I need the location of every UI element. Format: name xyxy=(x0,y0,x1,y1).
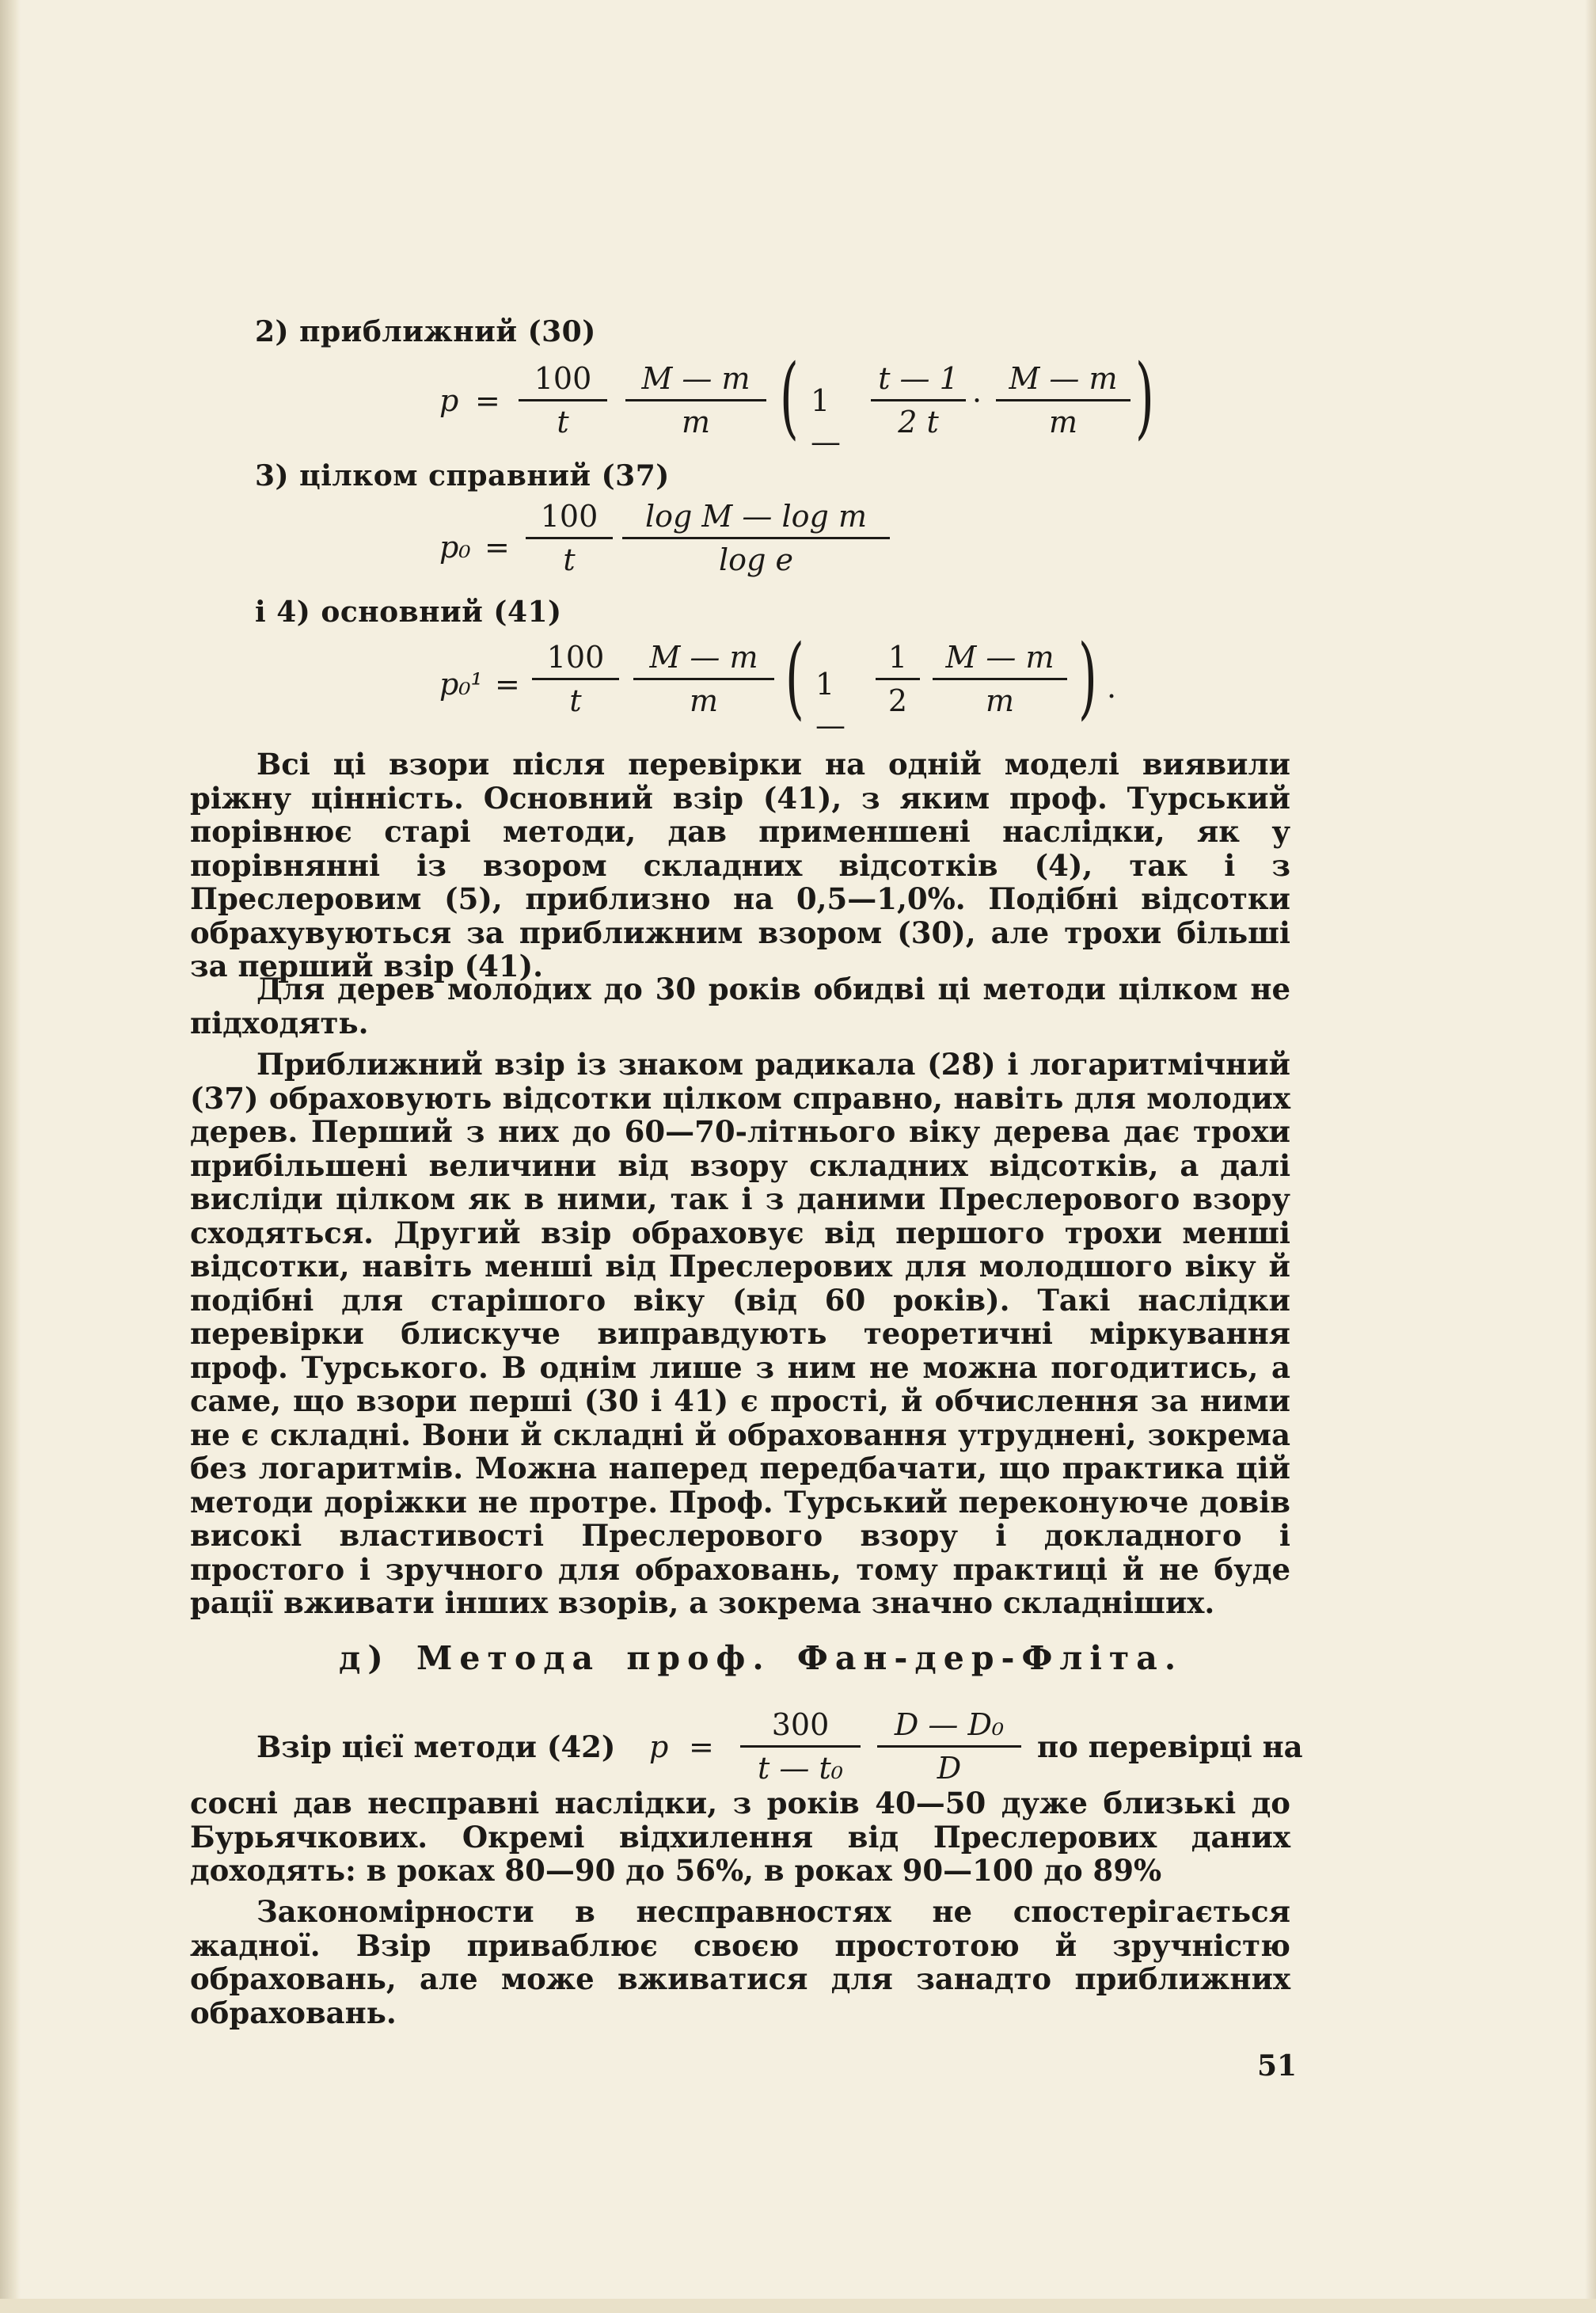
item-exact-label: 3) цілком справний (37) xyxy=(255,459,670,493)
f30-p: p xyxy=(439,383,459,418)
paragraph-4-rest: сосні дав несправні наслідки, з років 40—50 дуже близькі до Бурьячкових. Окремі відхилення від Преслерових даних доходять: в роках 80—90 до 56%, в роках 90—100 до 89% xyxy=(190,1786,1290,1888)
f30-dot: · xyxy=(972,383,982,418)
f30-frac-b: $\frac{M — m}{m}$ xyxy=(625,358,766,443)
f37-frac-b: $\frac{\text{log M — log m}}{\text{log e}}$ xyxy=(622,496,890,580)
f42-p: p xyxy=(649,1729,669,1764)
f37-frac-a: $\frac{100}{t}$ xyxy=(526,496,613,580)
f42-frac-a: $\frac{300}{\text{t — t₀}}$ xyxy=(740,1704,861,1789)
f30-rparen: ) xyxy=(1134,346,1154,449)
item-main-label: і 4) основний (41) xyxy=(255,595,562,629)
f41-rparen: ) xyxy=(1077,626,1097,729)
f41-p: p₀¹ xyxy=(439,667,483,702)
f41-frac-c: $\frac{1}{2}$ xyxy=(876,637,920,721)
paragraph-4-lead: Взір цієї методи (42) xyxy=(256,1729,616,1764)
item-approx-label: 2) приближний (30) xyxy=(255,315,596,348)
f41-frac-a: $\frac{100}{t}$ xyxy=(532,637,619,721)
f41-eq: = xyxy=(495,667,520,702)
f42-eq: = xyxy=(689,1729,714,1764)
paragraph-4-tail: по перевірці на xyxy=(1037,1729,1303,1764)
section-heading: д) Метода проф. Фан-дер-Фліта. xyxy=(339,1639,1184,1677)
f37-p0: p₀ xyxy=(439,530,471,565)
f30-frac-a: $\frac{100}{t}$ xyxy=(519,358,607,443)
f30-lparen: ( xyxy=(779,346,799,449)
f30-one-minus: 1 — xyxy=(811,383,841,459)
book-spine-shadow xyxy=(0,0,21,2313)
paragraph-2: Для дерев молодих до 30 років обидві ці методи цілком не підходять. xyxy=(190,972,1290,1040)
page-edge xyxy=(1585,0,1596,2313)
paragraph-3: Приближний взір із знаком радикала (28) і логаритмічний (37) обраховують відсотки цілком справно, навіть для молодих дерев. Перший з них до 60—70-літнього віку дерева дає трохи прибільшені величини від взору складних відсотків, а далі висліди цілком як в ними, так і з даними Преслерового взору сходяться. Другий взір обраховує від першого трохи менші відсотки, навіть менші від Преслерових для молодшого віку й подібні для старішого віку (від 60 років). Такі наслідки перевірки блискуче виправдують теоретичні міркування проф. Турського. В однім лише з ним не можна погодитись, а саме, що взори перші (30 і 41) є прості, й обчислення за ними не є складні. Вони й складні й обраховання утруднені, зокрема без логаритмів. Можна наперед передбачати, що практика цій методи доріжки не протре. Проф. Турський переконуюче довів високі властивості Преслерового взору і докладного і простого і зручного для обраховань, тому практиці й не буде рації вживати інших взорів, а зокрема значно складніших. xyxy=(190,1047,1290,1620)
f41-frac-b: $\frac{M — m}{m}$ xyxy=(633,637,774,721)
f41-one-minus: 1 — xyxy=(815,667,846,743)
f41-end: . xyxy=(1107,670,1117,705)
paragraph-5: Закономірности в несправностях не спостерігається жадної. Взір приваблює своєю простотою й зручністю обраховань, але може вживатися для занадто приближних обраховань. xyxy=(190,1894,1290,2030)
f30-eq: = xyxy=(475,383,500,418)
f41-frac-d: $\frac{M — m}{m}$ xyxy=(933,637,1067,721)
f30-frac-d: $\frac{M — m}{m}$ xyxy=(996,358,1130,443)
f37-eq: = xyxy=(484,530,510,565)
paragraph-1: Всі ці взори після перевірки на одній моделі виявили ріжну цінність. Основний взір (41), з яким проф. Турський порівнює старі методи, дав применшені наслідки, як у порівнянні із взором складних відсотків (4), так і з Преслеровим (5), приблизно на 0,5—1,0%. Подібні відсотки обрахувуються за приближним взором (30), але трохи більші за перший взір (41). xyxy=(190,747,1290,983)
scan-bottom-edge xyxy=(0,2299,1596,2313)
f41-lparen: ( xyxy=(785,626,804,729)
page-number: 51 xyxy=(1257,2049,1298,2083)
f30-frac-c: $\frac{t — 1}{2 t}$ xyxy=(871,358,966,443)
f42-frac-b: $\frac{\text{D — D₀}}{D}$ xyxy=(877,1704,1021,1789)
